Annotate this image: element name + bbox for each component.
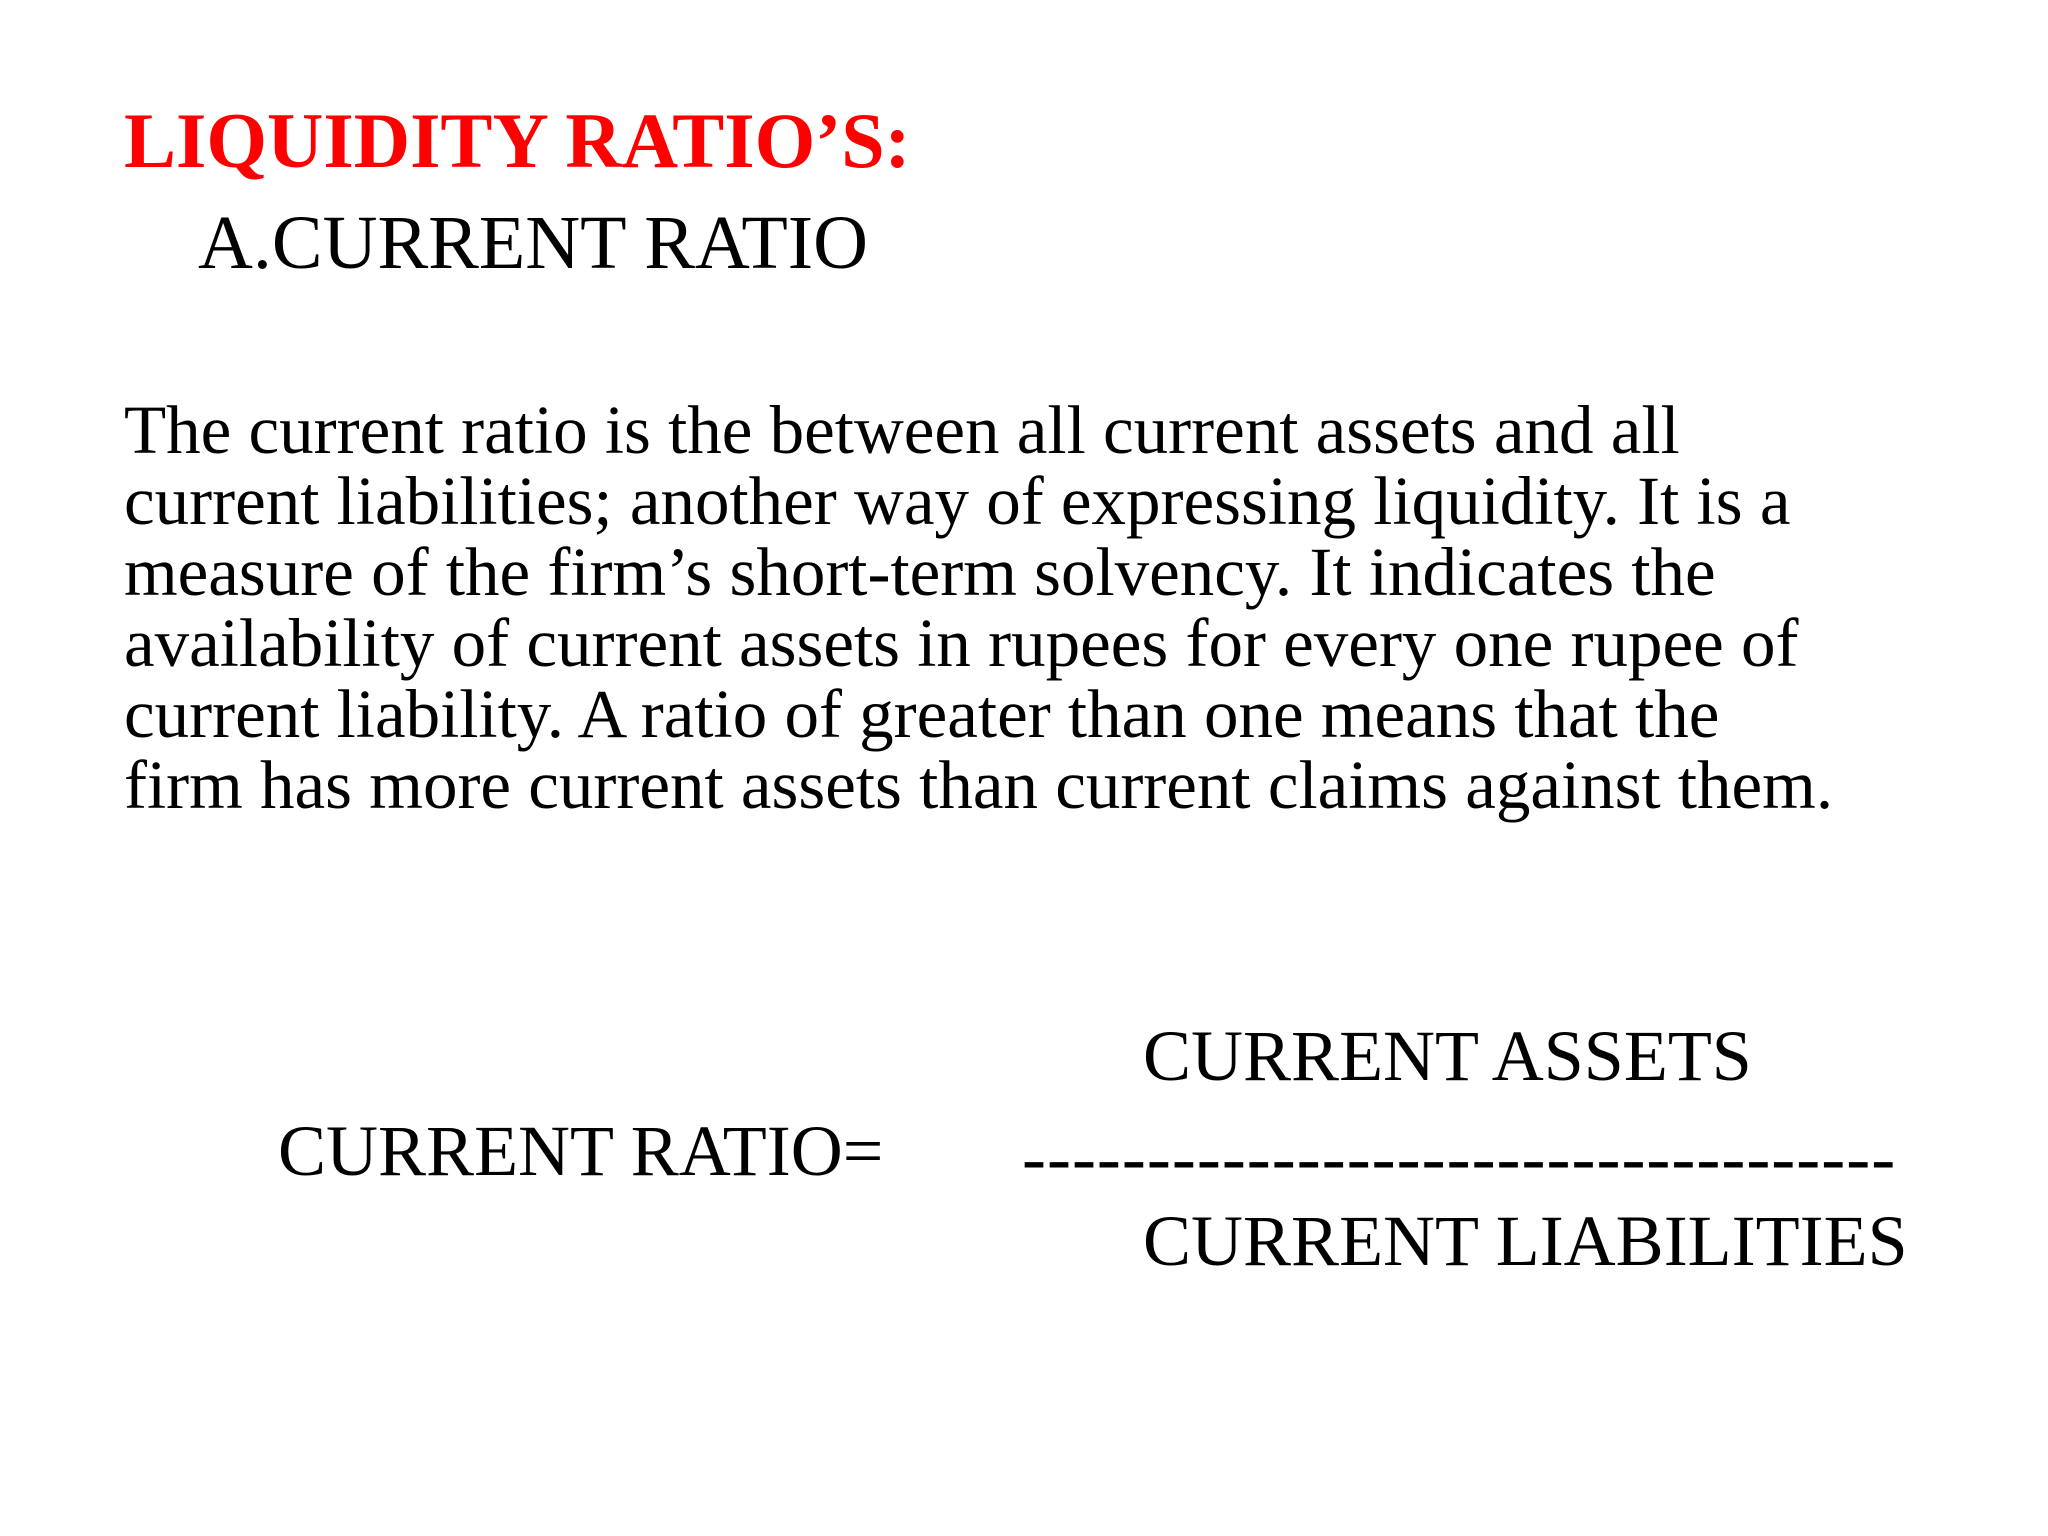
slide-title: LIQUIDITY RATIO’S:	[124, 97, 911, 184]
body-line: availability of current assets in rupees for every one rupee of	[124, 605, 1799, 681]
body-line: current liability. A ratio of greater than one means that the	[124, 676, 1720, 752]
body-line: The current ratio is the between all current assets and all	[124, 392, 1680, 468]
formula-numerator: CURRENT ASSETS	[1143, 1016, 1752, 1096]
body-line: current liabilities; another way of expressing liquidity. It is a	[124, 463, 1791, 539]
body-paragraph	[124, 392, 2024, 823]
formula-fraction-bar: -----------------------------------	[1022, 1118, 1897, 1198]
formula-denominator: CURRENT LIABILITIES	[1143, 1201, 1908, 1281]
slide-subtitle: A.CURRENT RATIO	[198, 201, 868, 285]
body-line: measure of the firm’s short-term solvency. It indicates the	[124, 534, 1716, 610]
body-line: firm has more current assets than current claims against them.	[124, 747, 1834, 823]
formula-label: CURRENT RATIO=	[278, 1111, 884, 1191]
